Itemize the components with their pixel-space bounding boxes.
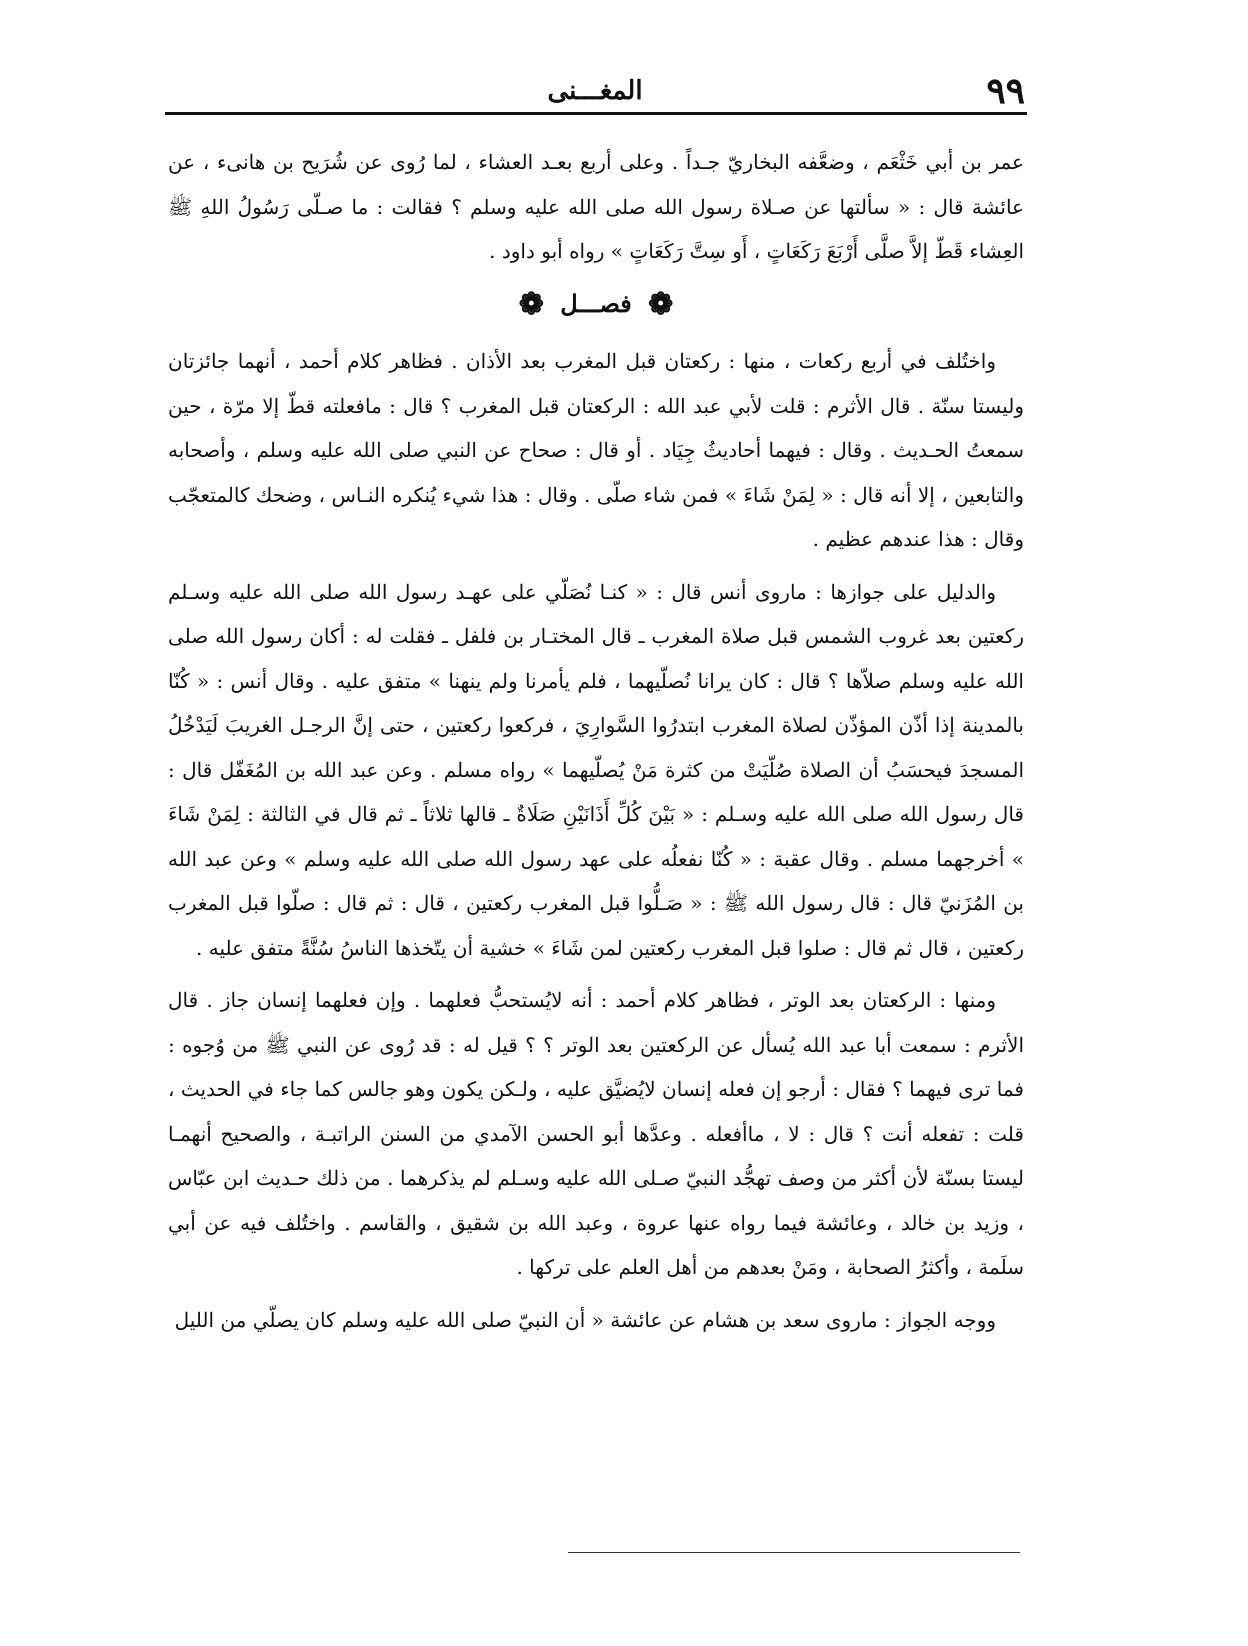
page-header bbox=[165, 70, 1025, 118]
ornament-icon: ❁ bbox=[518, 287, 544, 322]
header-rule bbox=[165, 112, 1027, 115]
paragraph: والدليل على جوازها : ماروى أنس قال : « كنـا نُصَلّي على عهـد رسول الله صلى الله عليه وسـلم ركعتين بعد غروب الشمس قبل صلاة المغرب ـ قال المختـار بن فلفل ـ فقلت له : أكان رسول الله صلى الله عليه وسلم صلاّها ؟ قال : كان يرانا نُصلّيهما ، فلم يأمرنا ولم ينهنا » متفق عليه . وقال أنس : « كُنّا بالمدينة إذا أذّن المؤذّن لصلاة المغرب ابتدرُوا السَّوارِيَ ، فركعوا ركعتين ، حتى إنَّ الرجـل الغريبَ لَيَدْخُلُ المسجدَ فيحسَبُ أن الصلاة صُلّيَتْ من كثرة مَنْ يُصلّيهما » رواه مسلم . وعن عبد الله بن المُغَفّل قال : قال رسول الله صلى الله عليه وسـلم : « بَيْنَ كُلِّ أَذَانَيْنِ صَلَاةٌ ـ قالها ثلاثاً ـ ثم قال في الثالثة : لِمَنْ شَاءَ » أخرجهما مسلم . وقال عقبة : « كُنّا نفعلُه على عهد رسول الله صلى الله عليه وسلم » وعن عبد الله بن المُزَنيّ قال : قال رسول الله ﷺ : « صَـلُّوا قبل المغرب ركعتين ، قال : ثم قال : صلّوا قبل المغرب ركعتين ، قال ثم قال : صلوا قبل المغرب ركعتين لمن شَاءَ » خشية أن يتّخذها الناسُ سُنَّةً متفق عليه . bbox=[168, 579, 1024, 960]
paragraph: واختُلف في أربع ركعات ، منها : ركعتان قبل المغرب بعد الأذان . فظاهر كلام أحمد ، أنهما جائزتان وليستا سنّة . قال الأثرم : قلت لأبي عبد الله : الركعتان قبل المغرب ؟ قال : مافعلته قطّ إلا مرّة ، حين سمعتُ الحـديث . وقال : فيهما أحاديثُ جِيَاد . أو قال : صحاح عن النبي صلى الله عليه وسلم ، وأصحابه والتابعين ، إلا أنه قال : « لِمَنْ شَاءَ » فمن شاء صلّى . وقال : هذا شيء يُنكره النـاس ، وضحك كالمتعجّب وقال : هذا عندهم عظيم . bbox=[168, 349, 1024, 551]
page-body bbox=[168, 140, 1024, 1350]
paragraph: ومنها : الركعتان بعد الوتر ، فظاهر كلام أحمد : أنه لايُستحبُّ فعلهما . وإن فعلهما إنسان جاز . قال الأثرم : سمعت أبا عبد الله يُسأل عن الركعتين بعد الوتر ؟ ؟ قيل له : قد رُوى عن النبي ﷺ من وُجوه : فما ترى فيهما ؟ فقال : أرجو إن فعله إنسان لايُضيَّق عليه ، ولـكن يكون وهو جالس كما جاء في الحديث ، قلت : تفعله أنت ؟ قال : لا ، ماأفعله . وعدَّها أبو الحسن الآمدي من السنن الراتبـة ، والصحيح أنهمـا ليستا بسنّة لأن أكثر من وصف تهجُّد النبيّ صـلى الله عليه وسـلم لم يذكرهما . من ذلك حـديث ابن عبّاس ، وزيد بن خالد ، وعائشة فيما رواه عنها عروة ، وعبد الله بن شقيق ، والقاسم . واختُلف فيه عن أبي سلَمة ، وأكثرُ الصحابة ، ومَنْ بعدهم من أهل العلم على تركها . bbox=[168, 988, 1024, 1279]
ornament-icon: ❁ bbox=[648, 287, 674, 322]
section-heading bbox=[168, 282, 1024, 328]
page-number: ٩٩ bbox=[986, 70, 1025, 112]
footnote-rule bbox=[568, 1552, 1020, 1553]
paragraph: عمر بن أبي خَثْعَم ، وضعَّفه البخاريّ جـداً . وعلى أربع بعـد العشاء ، لما رُوى عن شُرَيح بن هانىء ، عن عائشة قال : « سألتها عن صـلاة رسول الله صلى الله عليه وسلم ؟ فقالت : ما صـلّى رَسُولُ اللهِ ﷺ العِشاء قَطّ إلاَّ صلَّى أَرْبَعَ رَكَعَاتٍ ، أَو سِتَّ رَكَعَاتٍ » رواه أبو داود . bbox=[168, 150, 1024, 263]
paragraph: ووجه الجواز : ماروى سعد بن هشام عن عائشة « أن النبيّ صلى الله عليه وسلم كان يصلّي من الليل bbox=[174, 1307, 996, 1332]
section-title: فصـــل bbox=[560, 288, 632, 318]
running-title: المغـــنى bbox=[547, 76, 643, 106]
